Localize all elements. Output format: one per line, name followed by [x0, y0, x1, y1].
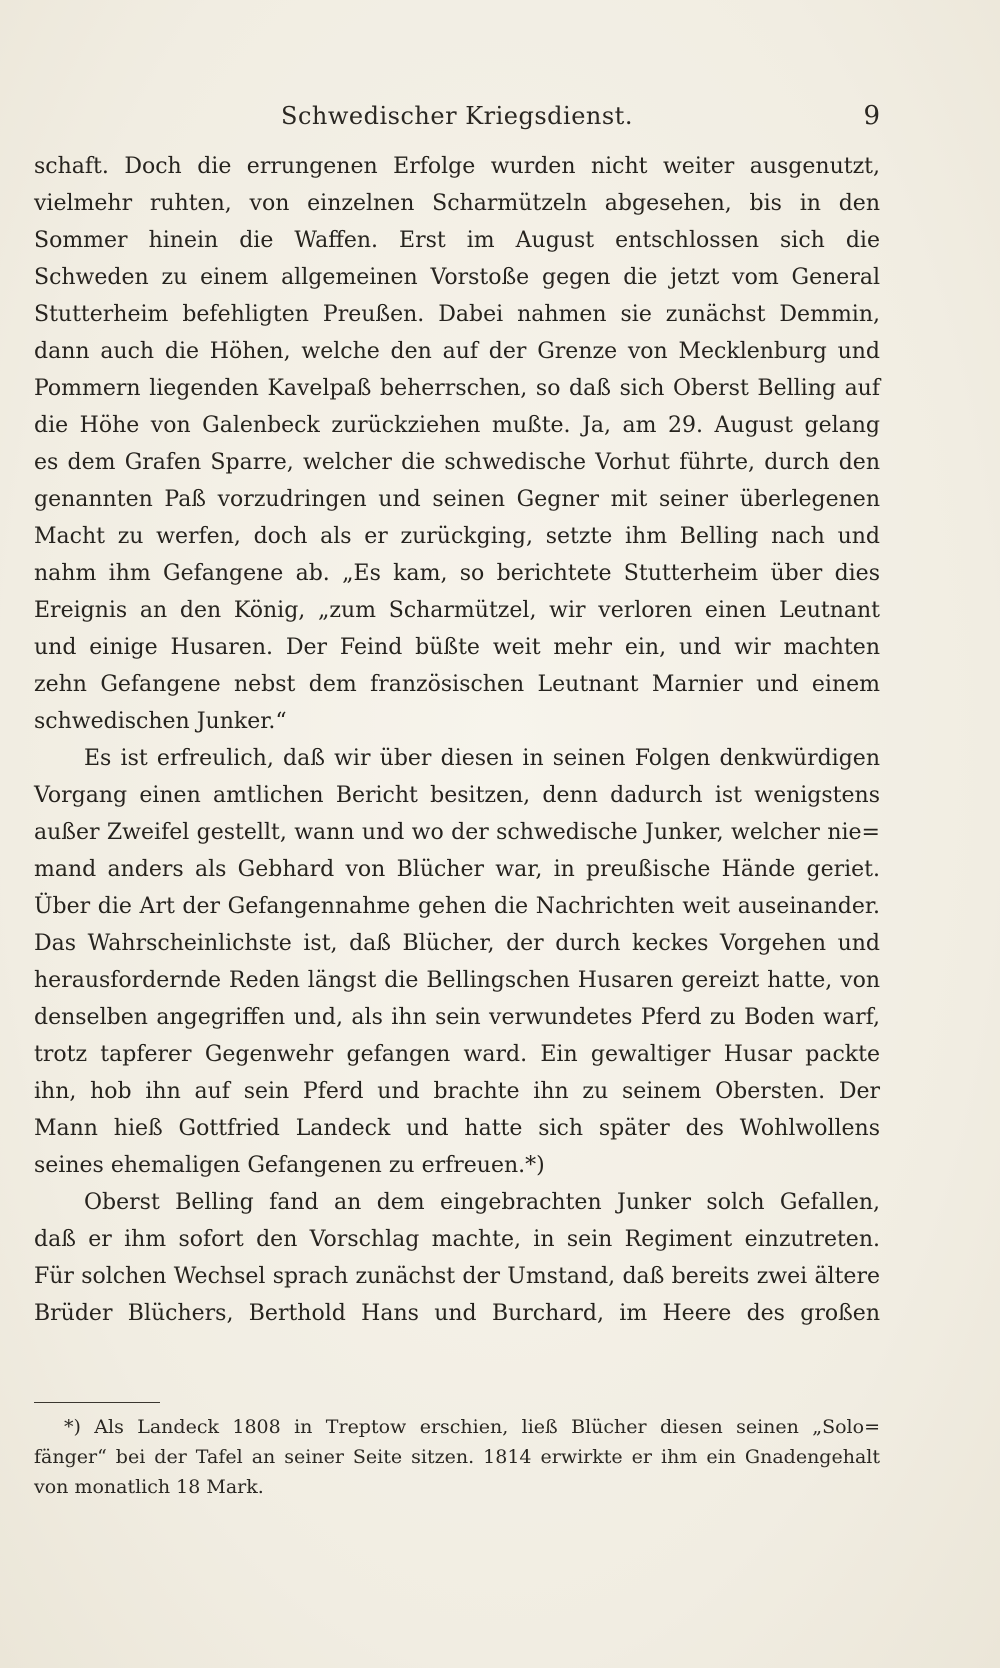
paragraph-1: [34, 148, 880, 740]
text-line: ihn, hob ihn auf sein Pferd und brachte ihn zu seinem Obersten. Der: [34, 1079, 880, 1104]
footnote-line: von monatlich 18 Mark.: [34, 1476, 264, 1498]
text-line: Sommer hinein die Waffen. Erst im August entschlossen sich die: [34, 228, 880, 253]
text-line: mand anders als Gebhard von Blücher war, in preußische Hände geriet.: [34, 857, 880, 882]
paragraph-3: [34, 1184, 880, 1332]
text-line: daß er ihm sofort den Vorschlag machte, in sein Regiment einzutreten.: [34, 1227, 880, 1252]
text-line: Pommern liegenden Kavelpaß beherrschen, so daß sich Oberst Belling auf: [34, 376, 880, 401]
page-number: 9: [863, 101, 880, 131]
text-line: herausfordernde Reden längst die Bellingschen Husaren gereizt hatte, von: [34, 968, 880, 993]
paragraph-2: [34, 740, 880, 1184]
text-line: außer Zweifel gestellt, wann und wo der schwedische Junker, welcher nie=: [34, 820, 880, 845]
text-line: vielmehr ruhten, von einzelnen Scharmützeln abgesehen, bis in den: [34, 191, 880, 216]
footnote-line: *) Als Landeck 1808 in Treptow erschien, ließ Blücher diesen seinen „Solo=: [64, 1416, 880, 1438]
text-line: Oberst Belling fand an dem eingebrachten Junker solch Gefallen,: [84, 1190, 880, 1215]
text-line: nahm ihm Gefangene ab. „Es kam, so berichtete Stutterheim über dies: [34, 561, 880, 586]
text-line: Macht zu werfen, doch als er zurückging, setzte ihm Belling nach und: [34, 524, 880, 549]
text-line: schwedischen Junker.“: [34, 709, 287, 734]
text-line: genannten Paß vorzudringen und seinen Gegner mit seiner überlegenen: [34, 487, 880, 512]
text-line: Das Wahrscheinlichste ist, daß Blücher, der durch keckes Vorgehen und: [34, 931, 880, 956]
running-head: [34, 96, 880, 136]
text-line: seines ehemaligen Gefangenen zu erfreuen.*): [34, 1153, 545, 1178]
text-line: Brüder Blüchers, Berthold Hans und Burchard, im Heere des großen: [34, 1301, 880, 1326]
text-line: Vorgang einen amtlichen Bericht besitzen, denn dadurch ist wenigstens: [34, 783, 880, 808]
text-line: Schweden zu einem allgemeinen Vorstoße gegen die jetzt vom General: [34, 265, 880, 290]
text-line: Mann hieß Gottfried Landeck und hatte sich später des Wohlwollens: [34, 1116, 880, 1141]
text-line: zehn Gefangene nebst dem französischen Leutnant Marnier und einem: [34, 672, 880, 697]
body-text: [34, 148, 880, 1332]
text-line: Für solchen Wechsel sprach zunächst der Umstand, daß bereits zwei ältere: [34, 1264, 880, 1289]
text-line: trotz tapferer Gegenwehr gefangen ward. Ein gewaltiger Husar packte: [34, 1042, 880, 1067]
text-line: Es ist erfreulich, daß wir über diesen in seinen Folgen denkwürdigen: [84, 746, 880, 771]
running-title: Schwedischer Kriegsdienst.: [281, 102, 633, 130]
text-line: denselben angegriffen und, als ihn sein verwundetes Pferd zu Boden warf,: [34, 1005, 880, 1030]
text-line: Über die Art der Gefangennahme gehen die Nachrichten weit auseinander.: [34, 894, 880, 919]
footnote-divider: [34, 1402, 160, 1403]
text-line: schaft. Doch die errungenen Erfolge wurden nicht weiter ausgenutzt,: [34, 154, 880, 179]
footnote: [34, 1412, 880, 1502]
text-line: es dem Grafen Sparre, welcher die schwedische Vorhut führte, durch den: [34, 450, 880, 475]
text-line: und einige Husaren. Der Feind büßte weit mehr ein, und wir machten: [34, 635, 880, 660]
text-line: die Höhe von Galenbeck zurückziehen mußte. Ja, am 29. August gelang: [34, 413, 880, 438]
text-line: Stutterheim befehligten Preußen. Dabei nahmen sie zunächst Demmin,: [34, 302, 880, 327]
text-line: Ereignis an den König, „zum Scharmützel, wir verloren einen Leutnant: [34, 598, 880, 623]
text-line: dann auch die Höhen, welche den auf der Grenze von Mecklenburg und: [34, 339, 880, 364]
footnote-line: fänger“ bei der Tafel an seiner Seite sitzen. 1814 erwirkte er ihm ein Gnadengehalt: [34, 1446, 880, 1468]
